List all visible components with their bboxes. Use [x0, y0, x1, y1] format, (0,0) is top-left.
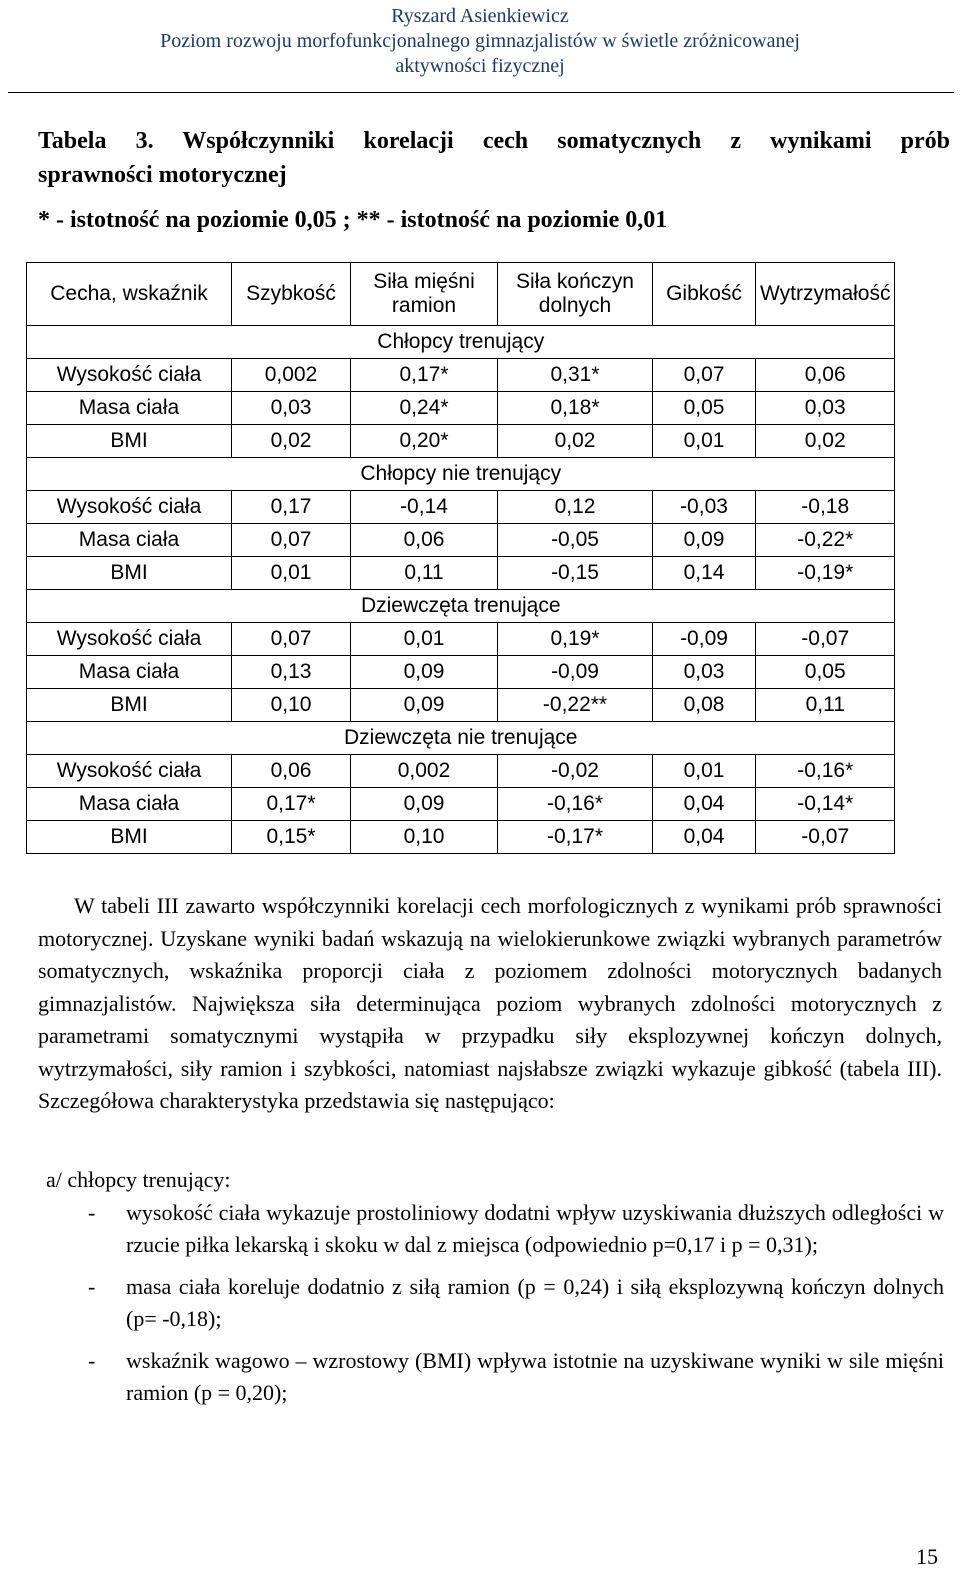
row-label-cell: Wysokość ciała: [27, 491, 232, 524]
table-row: [27, 689, 895, 722]
value-cell: -0,07: [756, 821, 895, 854]
value-cell: 0,11: [756, 689, 895, 722]
header-cell: [27, 263, 232, 326]
group-label: Dziewczęta trenujące: [27, 590, 895, 623]
value-cell: 0,06: [351, 524, 498, 557]
correlation-table: [26, 262, 895, 854]
value-cell: 0,31*: [498, 359, 653, 392]
value-cell: -0,22**: [498, 689, 653, 722]
value-cell: 0,002: [351, 755, 498, 788]
row-label-cell: Wysokość ciała: [27, 623, 232, 656]
header-text: Gibkość: [666, 282, 742, 305]
group-row: [27, 722, 895, 755]
header-text: dolnych: [538, 294, 612, 317]
header-text: Szybkość: [246, 282, 336, 305]
table-caption: [38, 124, 950, 192]
group-row: [27, 458, 895, 491]
value-cell: 0,05: [756, 656, 895, 689]
table-row: [27, 425, 895, 458]
table-row: [27, 524, 895, 557]
value-cell: 0,03: [756, 392, 895, 425]
header-cell: [756, 263, 895, 326]
header-cell: [232, 263, 351, 326]
row-label-cell: Masa ciała: [27, 524, 232, 557]
row-label-cell: BMI: [27, 821, 232, 854]
value-cell: 0,24*: [351, 392, 498, 425]
table-row: [27, 359, 895, 392]
list-item: [88, 1271, 944, 1335]
table-row: [27, 656, 895, 689]
value-cell: 0,17*: [351, 359, 498, 392]
value-cell: 0,04: [653, 821, 756, 854]
value-cell: 0,002: [232, 359, 351, 392]
value-cell: -0,14: [351, 491, 498, 524]
list-dash: -: [88, 1348, 96, 1373]
value-cell: 0,07: [232, 623, 351, 656]
caption-line2: sprawności motorycznej: [38, 162, 287, 188]
value-cell: -0,14*: [756, 788, 895, 821]
list-dash: -: [88, 1274, 96, 1299]
body-paragraph: W tabeli III zawarto współczynniki korelacji cech morfologicznych z wynikami prób sprawności motorycznej. Uzyskane wyniki badań wskazują na wielokierunkowe związki wybranych parametrów somatycznych, wskaźnika proporcji ciała z poziomem zdolności motorycznych badanych gimnazjalistów. Największa siła determinująca poziom wybranych zdolności motorycznych z parametrami somatycznymi wystąpiła w przypadku siły eksplozywnej kończyn dolnych, wytrzymałości, siły ramion i szybkości, natomiast najsłabsze związki wykazuje gibkość (tabela III). Szczegółowa charakterystyka przedstawia się następująco:: [38, 893, 942, 1113]
value-cell: 0,09: [351, 689, 498, 722]
header-text: Wytrzymałość: [760, 282, 891, 305]
row-label-cell: Masa ciała: [27, 656, 232, 689]
value-cell: 0,01: [351, 623, 498, 656]
group-label: Chłopcy nie trenujący: [27, 458, 895, 491]
value-cell: 0,10: [351, 821, 498, 854]
list-title: a/ chłopcy trenujący:: [46, 1167, 231, 1192]
table-row: [27, 392, 895, 425]
value-cell: 0,09: [351, 788, 498, 821]
value-cell: -0,15: [498, 557, 653, 590]
value-cell: -0,22*: [756, 524, 895, 557]
value-cell: 0,19*: [498, 623, 653, 656]
table-header-row: [27, 263, 895, 326]
value-cell: 0,01: [232, 557, 351, 590]
row-label-cell: BMI: [27, 425, 232, 458]
group-label: Dziewczęta nie trenujące: [27, 722, 895, 755]
value-cell: 0,02: [498, 425, 653, 458]
value-cell: 0,06: [232, 755, 351, 788]
value-cell: 0,02: [756, 425, 895, 458]
value-cell: 0,09: [653, 524, 756, 557]
value-cell: -0,09: [498, 656, 653, 689]
list-item: [88, 1345, 944, 1409]
bullet-list: [88, 1197, 944, 1419]
value-cell: 0,02: [232, 425, 351, 458]
row-label-cell: Wysokość ciała: [27, 755, 232, 788]
value-cell: 0,17*: [232, 788, 351, 821]
header-cell: [653, 263, 756, 326]
header-text: ramion: [391, 294, 457, 317]
table-row: [27, 788, 895, 821]
value-cell: 0,07: [653, 359, 756, 392]
header-text: Siła mięśni: [373, 270, 475, 293]
value-cell: 0,09: [351, 656, 498, 689]
value-cell: 0,04: [653, 788, 756, 821]
value-cell: -0,09: [653, 623, 756, 656]
value-cell: 0,05: [653, 392, 756, 425]
value-cell: 0,03: [653, 656, 756, 689]
value-cell: 0,01: [653, 755, 756, 788]
value-cell: -0,07: [756, 623, 895, 656]
table-row: [27, 821, 895, 854]
value-cell: -0,05: [498, 524, 653, 557]
group-row: [27, 326, 895, 359]
value-cell: 0,08: [653, 689, 756, 722]
group-label: Chłopcy trenujący: [27, 326, 895, 359]
value-cell: -0,17*: [498, 821, 653, 854]
value-cell: 0,15*: [232, 821, 351, 854]
table-row: [27, 755, 895, 788]
value-cell: 0,07: [232, 524, 351, 557]
list-item-text: masa ciała koreluje dodatnio z siłą ramion (p = 0,24) i siłą eksplozywną kończyn dolnych (p= -0,18);: [126, 1274, 944, 1331]
list-item: [88, 1197, 944, 1261]
header-text: Siła kończyn: [516, 270, 634, 293]
value-cell: -0,16*: [498, 788, 653, 821]
row-label-cell: Masa ciała: [27, 788, 232, 821]
row-label-cell: Wysokość ciała: [27, 359, 232, 392]
value-cell: 0,12: [498, 491, 653, 524]
table-row: [27, 557, 895, 590]
value-cell: 0,06: [756, 359, 895, 392]
value-cell: 0,11: [351, 557, 498, 590]
header-cell: [498, 263, 653, 326]
value-cell: 0,13: [232, 656, 351, 689]
value-cell: -0,18: [756, 491, 895, 524]
value-cell: -0,03: [653, 491, 756, 524]
header-text: Cecha, wskaźnik: [50, 282, 208, 305]
group-row: [27, 590, 895, 623]
row-label-cell: Masa ciała: [27, 392, 232, 425]
header-title-line1: Poziom rozwoju morfofunkcjonalnego gimnazjalistów w świetle zróżnicowanej: [160, 30, 800, 52]
value-cell: -0,16*: [756, 755, 895, 788]
value-cell: 0,01: [653, 425, 756, 458]
header-author: Ryszard Asienkiewicz: [391, 5, 569, 27]
header-title-line2: aktywności fizycznej: [395, 55, 565, 77]
list-dash: -: [88, 1200, 96, 1225]
value-cell: 0,03: [232, 392, 351, 425]
row-label-cell: BMI: [27, 557, 232, 590]
value-cell: 0,20*: [351, 425, 498, 458]
value-cell: 0,18*: [498, 392, 653, 425]
list-item-text: wskaźnik wagowo – wzrostowy (BMI) wpływa istotnie na uzyskiwane wyniki w sile mięśni ramion (p = 0,20);: [126, 1348, 944, 1405]
caption-line1: Tabela 3. Współczynniki korelacji cech somatycznych z wynikami prób: [38, 128, 950, 154]
value-cell: 0,10: [232, 689, 351, 722]
table-row: [27, 623, 895, 656]
value-cell: 0,14: [653, 557, 756, 590]
table-row: [27, 491, 895, 524]
header-divider: [8, 92, 954, 93]
value-cell: -0,19*: [756, 557, 895, 590]
list-item-text: wysokość ciała wykazuje prostoliniowy dodatni wpływ uzyskiwania dłuższych odległości w rzucie piłka lekarską i skoku w dal z miejsca (odpowiednio p=0,17 i p = 0,31);: [126, 1200, 944, 1257]
value-cell: 0,17: [232, 491, 351, 524]
row-label-cell: BMI: [27, 689, 232, 722]
value-cell: -0,02: [498, 755, 653, 788]
header-cell: [351, 263, 498, 326]
page-number: 15: [916, 1544, 938, 1569]
significance-note: * - istotność na poziomie 0,05 ; ** - istotność na poziomie 0,01: [38, 207, 668, 233]
table-body: [27, 326, 895, 854]
running-header: [0, 4, 960, 79]
